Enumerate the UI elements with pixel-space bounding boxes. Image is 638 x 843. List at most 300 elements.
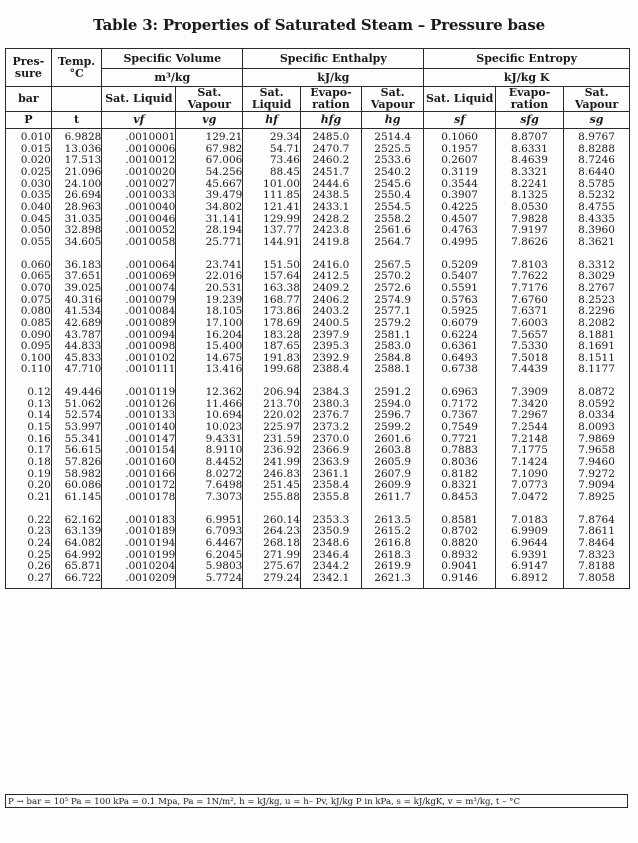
header-sf-label: Sat. Liquid — [425, 92, 494, 105]
group-spacer — [564, 376, 629, 387]
table-cell: .0010094 — [125, 329, 176, 341]
table-cell: 8.0592 — [578, 398, 615, 410]
table-cell: 0.9146 — [441, 572, 478, 584]
table-cell: 0.4995 — [441, 236, 478, 248]
table-cell: 8.1511 — [578, 352, 615, 364]
group-spacer — [301, 249, 361, 260]
table-cell: 6.9909 — [511, 526, 548, 538]
table-cell: 0.035 — [20, 190, 51, 202]
table-cell: 41.534 — [64, 306, 102, 318]
table-cell: 0.27 — [27, 572, 51, 584]
table-cell: 2444.6 — [312, 178, 350, 190]
table-cell: 8.5232 — [578, 190, 615, 202]
table-cell: 2545.6 — [374, 178, 412, 190]
table-cell: 13.416 — [205, 364, 243, 376]
header-temperature — [51, 49, 102, 87]
table-cell: 8.4452 — [205, 457, 243, 469]
table-cell: 0.2607 — [441, 155, 478, 167]
table-cell: 157.64 — [263, 271, 300, 283]
header-sym-sf: sf — [424, 112, 496, 129]
table-cell: 0.4225 — [441, 201, 478, 213]
table-cell: 0.065 — [20, 271, 51, 283]
table-title: Table 3: Properties of Saturated Steam – Pressure base — [93, 16, 545, 34]
header-entropy-unit: kJ/kg K — [424, 69, 630, 87]
header-specific-volume — [102, 49, 243, 69]
table-cell: 2550.4 — [374, 190, 412, 202]
table-cell: 64.992 — [64, 549, 102, 561]
table-cell: 271.99 — [263, 549, 300, 561]
group-spacer — [176, 376, 242, 387]
table-cell: 7.6760 — [511, 294, 548, 306]
table-cell: 0.075 — [20, 294, 51, 306]
header-sym-t: t — [51, 112, 102, 129]
table-cell: 0.26 — [27, 561, 51, 573]
table-cell: 17.100 — [205, 317, 243, 329]
table-cell: 0.7721 — [441, 433, 478, 445]
table-cell: 37.651 — [64, 271, 102, 283]
table-cell: 225.97 — [263, 422, 300, 434]
table-cell: 23.741 — [205, 259, 243, 271]
header-hf-label: Sat. Liquid — [251, 86, 292, 111]
header-sfg-label: Evapo- ration — [508, 86, 551, 111]
table-cell: 19.239 — [205, 294, 243, 306]
table-cell: 2533.6 — [374, 155, 412, 167]
table-cell: 8.0334 — [578, 410, 615, 422]
column-sfg — [495, 129, 563, 589]
header-vg — [176, 87, 243, 112]
saturated-steam-table — [5, 48, 630, 589]
table-cell: 129.21 — [205, 132, 243, 143]
table-cell: 64.082 — [64, 538, 102, 549]
table-cell: 8.6331 — [511, 143, 548, 155]
table-cell: 0.8036 — [441, 457, 478, 469]
table-cell: .0010126 — [125, 398, 176, 410]
table-cell: 241.99 — [263, 457, 300, 469]
header-temperature-label: Temp. — [58, 54, 96, 68]
table-cell: 18.105 — [205, 306, 243, 318]
table-cell: 7.7176 — [511, 282, 548, 294]
table-cell: .0010166 — [125, 468, 176, 480]
table-cell: 6.9644 — [511, 538, 548, 549]
table-cell: 7.0183 — [511, 514, 548, 526]
table-cell: 8.3621 — [578, 236, 615, 248]
group-spacer — [496, 504, 563, 515]
group-spacer — [52, 504, 102, 515]
table-cell: 0.8820 — [441, 538, 478, 549]
group-spacer — [301, 504, 361, 515]
table-cell: .0010140 — [125, 422, 176, 434]
table-cell: 55.341 — [64, 433, 102, 445]
group-spacer — [424, 249, 495, 260]
table-cell: 10.023 — [205, 422, 243, 434]
table-cell: 246.83 — [263, 468, 300, 480]
table-cell: 2603.8 — [374, 445, 412, 457]
table-cell: 0.3544 — [441, 178, 478, 190]
table-cell: 0.4763 — [441, 225, 478, 237]
table-cell: 7.0472 — [511, 492, 548, 504]
table-cell: 8.4755 — [578, 201, 615, 213]
table-footnote: P → bar = 10⁵ Pa = 100 kPa = 0.1 Mpa, Pa = 1N/m², h = kJ/kg, u = h– Pv, kJ/kg P in kPa, s = kJ/kgK, v = m³/kg, t – °C — [5, 794, 628, 808]
header-sf — [424, 87, 496, 112]
table-cell: 2395.3 — [312, 341, 350, 353]
table-cell: 65.871 — [64, 561, 102, 573]
header-vg-label: Sat. Vapour — [187, 86, 232, 111]
table-cell: 8.6440 — [578, 166, 615, 178]
header-pressure-label: Pres- sure — [12, 54, 45, 80]
table-cell: 183.28 — [263, 329, 300, 341]
table-cell: 28.963 — [64, 201, 102, 213]
table-cell: 51.062 — [64, 398, 102, 410]
table-cell: 0.6361 — [441, 341, 478, 353]
table-cell: 88.45 — [269, 166, 300, 178]
table-cell: 34.802 — [205, 201, 243, 213]
table-cell: 8.3312 — [578, 259, 615, 271]
table-cell: 8.0872 — [578, 387, 615, 399]
table-cell: 0.8702 — [441, 526, 478, 538]
table-cell: 2470.7 — [312, 143, 350, 155]
table-cell: 7.6003 — [511, 317, 548, 329]
table-cell: 36.183 — [64, 259, 102, 271]
table-cell: 7.8464 — [578, 538, 615, 549]
header-pressure — [6, 49, 52, 87]
table-cell: 0.6079 — [441, 317, 478, 329]
table-cell: 6.4467 — [205, 538, 243, 549]
table-cell: 8.7246 — [578, 155, 615, 167]
table-cell: 2370.0 — [312, 433, 350, 445]
table-cell: 2599.2 — [374, 422, 412, 434]
table-cell: 0.15 — [27, 422, 51, 434]
table-cell: 0.085 — [20, 317, 51, 329]
table-cell: 7.9869 — [578, 433, 615, 445]
table-cell: 8.0093 — [578, 422, 615, 434]
table-cell: 2353.3 — [312, 514, 350, 526]
table-cell: .0010006 — [125, 143, 176, 155]
table-cell: 0.095 — [20, 341, 51, 353]
table-cell: 57.826 — [64, 457, 102, 469]
table-cell: .0010084 — [125, 306, 176, 318]
table-cell: 0.8182 — [441, 468, 478, 480]
table-cell: 251.45 — [263, 480, 300, 492]
table-cell: 0.9041 — [441, 561, 478, 573]
table-cell: 54.256 — [205, 166, 243, 178]
table-cell: 206.94 — [263, 387, 300, 399]
table-cell: 2346.4 — [312, 549, 350, 561]
header-sym-vf: vf — [102, 112, 176, 129]
group-spacer — [102, 249, 175, 260]
table-cell: 49.446 — [64, 387, 102, 399]
table-cell: .0010172 — [125, 480, 176, 492]
table-cell: 2358.4 — [312, 480, 350, 492]
table-cell: 144.91 — [263, 236, 300, 248]
table-cell: 7.1090 — [511, 468, 548, 480]
table-cell: .0010046 — [125, 213, 176, 225]
table-cell: 0.24 — [27, 538, 51, 549]
table-cell: 0.5209 — [441, 259, 478, 271]
table-cell: 2355.8 — [312, 492, 350, 504]
table-cell: 0.25 — [27, 549, 51, 561]
table-cell: 8.1325 — [511, 190, 548, 202]
table-cell: 173.86 — [263, 306, 300, 318]
table-cell: 8.8707 — [511, 132, 548, 143]
table-cell: 7.8188 — [578, 561, 615, 573]
table-cell: 73.46 — [269, 155, 300, 167]
table-cell: 20.531 — [205, 282, 243, 294]
header-specific-enthalpy — [243, 49, 424, 69]
group-spacer — [496, 249, 563, 260]
table-cell: 47.710 — [64, 364, 102, 376]
table-cell: 67.006 — [205, 155, 243, 167]
table-cell: 7.5018 — [511, 352, 548, 364]
table-cell: 2433.1 — [312, 201, 350, 213]
column-sg — [564, 129, 630, 589]
header-specific-entropy-label: Specific Entropy — [476, 51, 577, 65]
table-cell: 2605.9 — [374, 457, 412, 469]
table-cell: 67.982 — [205, 143, 243, 155]
table-cell: 0.22 — [27, 514, 51, 526]
table-cell: 2613.5 — [374, 514, 412, 526]
table-cell: 7.8058 — [578, 572, 615, 584]
group-spacer — [176, 249, 242, 260]
table-cell: 260.14 — [263, 514, 300, 526]
table-cell: 0.6493 — [441, 352, 478, 364]
table-cell: 0.8453 — [441, 492, 478, 504]
table-cell: 0.19 — [27, 468, 51, 480]
header-vf-label: Sat. Liquid — [105, 92, 173, 105]
table-cell: 2591.2 — [374, 387, 412, 399]
table-cell: 0.110 — [20, 364, 51, 376]
table-cell: 2584.8 — [374, 352, 412, 364]
table-cell: 2361.1 — [312, 468, 350, 480]
header-hg-label: Sat. Vapour — [370, 86, 415, 111]
table-cell: .0010012 — [125, 155, 176, 167]
table-cell: 0.020 — [20, 155, 51, 167]
group-spacer — [102, 504, 175, 515]
table-cell: 0.010 — [20, 132, 51, 143]
table-cell: 213.70 — [263, 398, 300, 410]
table-cell: 6.8912 — [511, 572, 548, 584]
table-cell: 2373.2 — [312, 422, 350, 434]
table-cell: 2460.2 — [312, 155, 350, 167]
table-cell: 2419.8 — [312, 236, 350, 248]
table-cell: 0.070 — [20, 282, 51, 294]
table-cell: 39.479 — [205, 190, 243, 202]
table-cell: 25.771 — [205, 236, 243, 248]
table-cell: 0.17 — [27, 445, 51, 457]
table-cell: 137.77 — [263, 225, 300, 237]
table-cell: .0010147 — [125, 433, 176, 445]
table-cell: 231.59 — [263, 433, 300, 445]
table-cell: 7.1775 — [511, 445, 548, 457]
table-cell: .0010102 — [125, 352, 176, 364]
table-cell: 2366.9 — [312, 445, 350, 457]
table-cell: 0.7367 — [441, 410, 478, 422]
table-cell: 7.6371 — [511, 306, 548, 318]
group-spacer — [362, 376, 423, 387]
table-cell: 2400.5 — [312, 317, 350, 329]
table-cell: .0010064 — [125, 259, 176, 271]
table-cell: 2574.9 — [374, 294, 412, 306]
table-cell: 7.9272 — [578, 468, 615, 480]
group-spacer — [243, 376, 300, 387]
table-cell: 2583.0 — [374, 341, 412, 353]
table-cell: .0010001 — [125, 132, 176, 143]
table-cell: 53.997 — [64, 422, 102, 434]
table-cell: 2376.7 — [312, 410, 350, 422]
table-cell: 31.035 — [64, 213, 102, 225]
table-cell: 5.9803 — [205, 561, 243, 573]
table-cell: 15.400 — [205, 341, 243, 353]
table-cell: .0010074 — [125, 282, 176, 294]
group-spacer — [564, 504, 629, 515]
table-cell: 2438.5 — [312, 190, 350, 202]
table-cell: 0.1957 — [441, 143, 478, 155]
table-cell: 7.8103 — [511, 259, 548, 271]
table-cell: 0.23 — [27, 526, 51, 538]
table-cell: 7.1424 — [511, 457, 548, 469]
table-cell: 2514.4 — [374, 132, 412, 143]
table-cell: 2594.0 — [374, 398, 412, 410]
table-cell: 8.0530 — [511, 201, 548, 213]
table-cell: 178.69 — [263, 317, 300, 329]
header-sym-hf: hf — [243, 112, 301, 129]
table-cell: 2577.1 — [374, 306, 412, 318]
table-cell: 6.7093 — [205, 526, 243, 538]
table-cell: 0.090 — [20, 329, 51, 341]
table-cell: 0.030 — [20, 178, 51, 190]
group-spacer — [362, 504, 423, 515]
table-cell: 2412.5 — [312, 271, 350, 283]
table-cell: 7.7622 — [511, 271, 548, 283]
table-cell: 2342.1 — [312, 572, 350, 584]
table-cell: 7.9460 — [578, 457, 615, 469]
table-cell: 61.145 — [64, 492, 102, 504]
table-cell: 28.194 — [205, 225, 243, 237]
column-sf — [424, 129, 496, 589]
table-cell: 63.139 — [64, 526, 102, 538]
table-cell: 11.466 — [205, 398, 243, 410]
table-cell: 6.9147 — [511, 561, 548, 573]
table-cell: 0.5925 — [441, 306, 478, 318]
table-cell: .0010183 — [125, 514, 176, 526]
table-cell: 7.3073 — [205, 492, 243, 504]
table-cell: 8.3321 — [511, 166, 548, 178]
table-cell: 45.667 — [205, 178, 243, 190]
group-spacer — [6, 249, 51, 260]
table-cell: 0.21 — [27, 492, 51, 504]
group-spacer — [52, 376, 102, 387]
table-cell: 2558.2 — [374, 213, 412, 225]
group-spacer — [243, 249, 300, 260]
table-cell: 0.4507 — [441, 213, 478, 225]
table-cell: 54.71 — [269, 143, 300, 155]
header-temp-blank — [51, 87, 102, 112]
column-temperature — [51, 129, 102, 589]
table-cell: 268.18 — [263, 538, 300, 549]
table-cell: 0.8932 — [441, 549, 478, 561]
column-hfg — [300, 129, 361, 589]
table-cell: 8.2241 — [511, 178, 548, 190]
table-cell: 40.316 — [64, 294, 102, 306]
table-cell: 7.9828 — [511, 213, 548, 225]
table-cell: 44.833 — [64, 341, 102, 353]
table-cell: 2406.2 — [312, 294, 350, 306]
table-cell: 8.2082 — [578, 317, 615, 329]
table-cell: 7.9658 — [578, 445, 615, 457]
table-cell: 8.5785 — [578, 178, 615, 190]
table-cell: .0010052 — [125, 225, 176, 237]
table-cell: 8.4335 — [578, 213, 615, 225]
table-cell: .0010069 — [125, 271, 176, 283]
table-cell: .0010133 — [125, 410, 176, 422]
table-cell: 22.016 — [205, 271, 243, 283]
table-cell: 2572.6 — [374, 282, 412, 294]
group-spacer — [362, 249, 423, 260]
table-cell: 2525.5 — [374, 143, 412, 155]
table-cell: 255.88 — [263, 492, 300, 504]
table-cell: 8.1177 — [578, 364, 615, 376]
table-cell: 236.92 — [263, 445, 300, 457]
table-cell: 2350.9 — [312, 526, 350, 538]
table-cell: 279.24 — [263, 572, 300, 584]
header-enthalpy-unit: kJ/kg — [243, 69, 424, 87]
table-cell: 0.8321 — [441, 480, 478, 492]
table-cell: 191.83 — [263, 352, 300, 364]
table-cell: 121.41 — [263, 201, 300, 213]
table-cell: 31.141 — [205, 213, 243, 225]
table-cell: 187.65 — [263, 341, 300, 353]
table-cell: 24.100 — [64, 178, 102, 190]
table-cell: 2616.8 — [374, 538, 412, 549]
table-cell: 0.7549 — [441, 422, 478, 434]
header-vf — [102, 87, 176, 112]
table-cell: 0.13 — [27, 398, 51, 410]
table-cell: 2615.2 — [374, 526, 412, 538]
header-sym-sg: sg — [564, 112, 630, 129]
table-cell: 7.3420 — [511, 398, 548, 410]
header-specific-enthalpy-label: Specific Enthalpy — [279, 51, 387, 65]
table-cell: 2344.2 — [312, 561, 350, 573]
table-cell: 0.5407 — [441, 271, 478, 283]
table-cell: 7.8925 — [578, 492, 615, 504]
table-cell: 2570.2 — [374, 271, 412, 283]
table-cell: 2621.3 — [374, 572, 412, 584]
table-cell: 8.3960 — [578, 225, 615, 237]
table-cell: 2380.3 — [312, 398, 350, 410]
table-cell: 0.100 — [20, 352, 51, 364]
table-cell: 220.02 — [263, 410, 300, 422]
table-cell: 7.5330 — [511, 341, 548, 353]
group-spacer — [301, 376, 361, 387]
header-sym-hg: hg — [361, 112, 423, 129]
table-cell: 58.982 — [64, 468, 102, 480]
table-cell: .0010204 — [125, 561, 176, 573]
table-cell: 0.7883 — [441, 445, 478, 457]
column-pressure — [6, 129, 52, 589]
table-cell: 0.12 — [27, 387, 51, 399]
table-cell: 0.6963 — [441, 387, 478, 399]
table-cell: 0.6738 — [441, 364, 478, 376]
table-cell: 199.68 — [263, 364, 300, 376]
table-cell: 5.7724 — [205, 572, 243, 584]
table-cell: 0.8581 — [441, 514, 478, 526]
table-cell: 6.2045 — [205, 549, 243, 561]
table-cell: 2601.6 — [374, 433, 412, 445]
group-spacer — [564, 249, 629, 260]
table-cell: 8.3029 — [578, 271, 615, 283]
header-sym-p: P — [6, 112, 52, 129]
table-cell: .0010079 — [125, 294, 176, 306]
table-cell: 2416.0 — [312, 259, 350, 271]
